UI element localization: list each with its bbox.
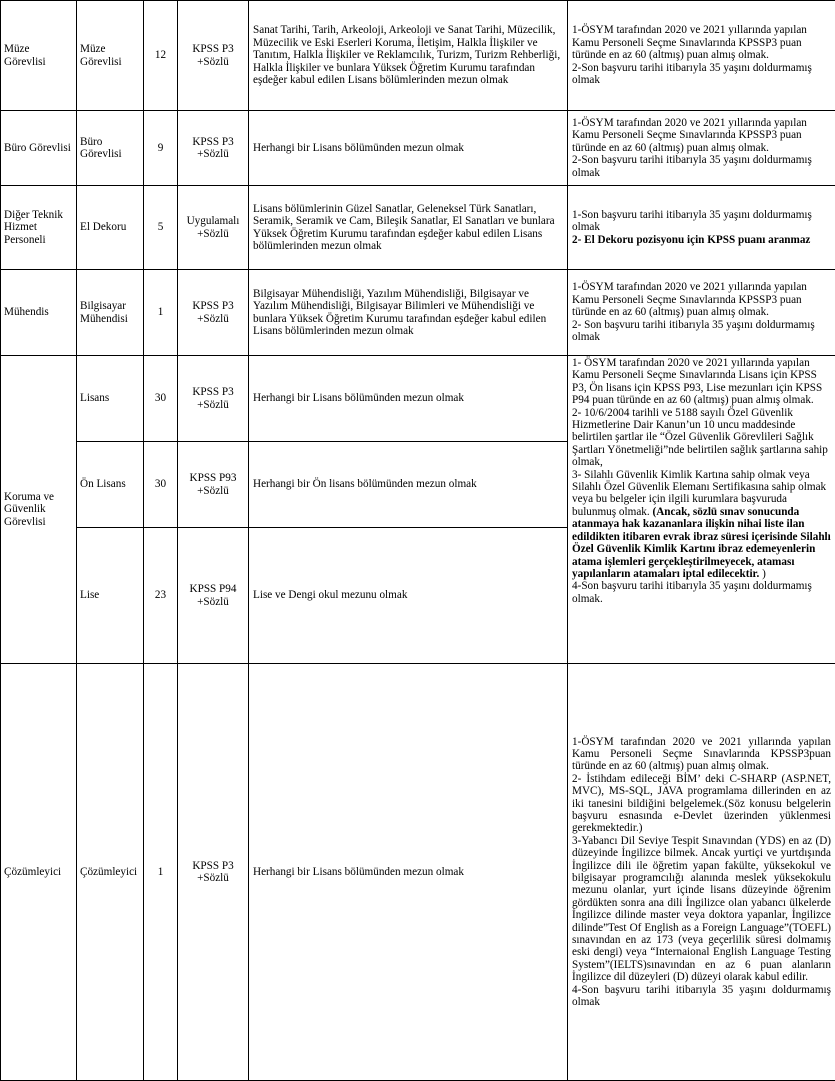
- count-cell: 30: [144, 442, 178, 528]
- exam-oral: +Sözlü: [181, 596, 245, 608]
- table-row: [1, 356, 835, 442]
- conditions-cell: [568, 270, 835, 356]
- exam-type: KPSS P3: [181, 300, 245, 312]
- condition-item: [572, 469, 831, 581]
- conditions-cell: [568, 356, 835, 664]
- table-row: [1, 664, 835, 1081]
- exam-oral: +Sözlü: [181, 148, 245, 160]
- table-row: [1, 111, 835, 186]
- title-cell: Büro Görevlisi: [1, 111, 77, 186]
- condition-item: 1-ÖSYM tarafından 2020 ve 2021 yıllarında yapılan Kamu Personeli Seçme Sınavlarında KPSSP3 puan türünde en az 60 (altmış) puan almış olmak.: [572, 117, 831, 154]
- count-cell: 23: [144, 528, 178, 664]
- exam-oral: +Sözlü: [181, 228, 245, 240]
- position-cell: Lisans: [77, 356, 144, 442]
- exam-type: KPSS P3: [181, 860, 245, 872]
- table-row: [1, 186, 835, 270]
- count-cell: 5: [144, 186, 178, 270]
- condition-item: 1-ÖSYM tarafından 2020 ve 2021 yıllarında yapılan Kamu Personeli Seçme Sınavlarında KPSSP3 puan türünde en az 60 (altmış) puan almış olmak.: [572, 24, 831, 61]
- condition-item: 2-Son başvuru tarihi itibarıyla 35 yaşını doldurmamış olmak: [572, 154, 831, 179]
- exam-cell: [178, 111, 249, 186]
- exam-cell: [178, 442, 249, 528]
- condition-item: 1-ÖSYM tarafından 2020 ve 2021 yıllarında yapılan Kamu Personeli Seçme Sınavlarında KPSSP3 puan türünde en az 60 (altmış) puan almış olmak.: [572, 281, 831, 318]
- condition-text: 3- Silahlı Güvenlik Kimlik Kartına sahip olmak veya Silahlı Özel Güvenlik Elemanı Sertifikasına sahip olmak veya bu belgeler için ilgili kurumlara başvuruda bulunmuş olmak.: [572, 469, 826, 518]
- position-cell: El Dekoru: [77, 186, 144, 270]
- exam-cell: [178, 1, 249, 111]
- position-cell: Lise: [77, 528, 144, 664]
- condition-item: 2- 10/6/2004 tarihli ve 5188 sayılı Özel Güvenlik Hizmetlerine Dair Kanun’un 10 uncu maddesinde belirtilen şartlar ile “Özel Güvenlik Görevlileri Sağlık Şartları Yönetmeliği”nde belirtilen sağlık şartlarına sahip olmak,: [572, 407, 831, 469]
- condition-item: 1-Son başvuru tarihi itibarıyla 35 yaşını doldurmamış olmak: [572, 209, 831, 234]
- exam-cell: [178, 664, 249, 1081]
- title-cell: Çözümleyici: [1, 664, 77, 1081]
- count-cell: 9: [144, 111, 178, 186]
- requirement-cell: Lise ve Dengi okul mezunu olmak: [249, 528, 568, 664]
- requirement-cell: Lisans bölümlerinin Güzel Sanatlar, Geleneksel Türk Sanatları, Seramik, Seramik ve Cam, Bileşik Sanatlar, El Sanatları ve bunlara Yüksek Öğretim Kurumu tarafından eşdeğer kabul edilen Lisans bölümlerinden mezun olmak: [249, 186, 568, 270]
- condition-item: 2-Son başvuru tarihi itibarıyla 35 yaşını doldurmamış olmak: [572, 62, 831, 87]
- condition-warning: (Ancak, sözlü sınav sonucunda atanmaya hak kazananlara ilişkin nihai liste ilan edildikten itibaren evrak ibraz süresi içerisinde Silahlı Özel Güvenlik Kimlik Kartını ibraz edemeyenlerin atama işlemleri gerçekleştirilmeyecek, ataması yapılanların atamaları iptal edilecektir.: [572, 506, 831, 580]
- count-cell: 12: [144, 1, 178, 111]
- title-cell: Diğer Teknik Hizmet Personeli: [1, 186, 77, 270]
- count-cell: 1: [144, 664, 178, 1081]
- conditions-cell: [568, 111, 835, 186]
- requirement-cell: Sanat Tarihi, Tarih, Arkeoloji, Arkeoloji ve Sanat Tarihi, Müzecilik, Müzecilik ve Eski Eserleri Koruma, İletişim, Halkla İlişkiler ve Tanıtım, Halkla İlişkiler ve Reklamcılık, Turizm, Turizm Rehberliği, Halkla İlişkiler ve bunlara Yüksek Öğretim Kurumu tarafından eşdeğer kabul edilen Lisans bölümlerinden mezun olmak: [249, 1, 568, 111]
- exam-type: KPSS P3: [181, 386, 245, 398]
- exam-cell: [178, 270, 249, 356]
- position-cell: Büro Görevlisi: [77, 111, 144, 186]
- conditions-cell: [568, 1, 835, 111]
- conditions-cell: [568, 664, 835, 1081]
- count-cell: 30: [144, 356, 178, 442]
- title-cell: Müze Görevlisi: [1, 1, 77, 111]
- position-cell: Ön Lisans: [77, 442, 144, 528]
- exam-oral: +Sözlü: [181, 56, 245, 68]
- exam-oral: +Sözlü: [181, 872, 245, 884]
- requirement-cell: Bilgisayar Mühendisliği, Yazılım Mühendisliği, Bilgisayar ve Yazılım Mühendisliği, Bilgisayar Bilimleri ve Mühendisliği ve bunlara Yüksek Öğretim Kurumu tarafından eşdeğer kabul edilen Lisans bölümlerinden mezun olmak: [249, 270, 568, 356]
- condition-item: 4-Son başvuru tarihi itibarıyla 35 yaşını doldurmamış olmak.: [572, 580, 831, 605]
- title-cell: Koruma ve Güvenlik Görevlisi: [1, 356, 77, 664]
- exam-type: KPSS P3: [181, 136, 245, 148]
- exam-cell: [178, 356, 249, 442]
- exam-oral: +Sözlü: [181, 399, 245, 411]
- requirement-cell: Herhangi bir Lisans bölümünden mezun olmak: [249, 111, 568, 186]
- condition-item: 3-Yabancı Dil Seviye Tespit Sınavından (YDS) en az (D) düzeyinde İngilizce bilmek. Ancak yurtiçi ve yurtdışında İngilizce dili ile öğretim yapan fakülte, yüksekokul ve bilgisayar programcılığı alanında meslek yüksekokulu mezunu olanlar, yurt içinde lisans düzeyinde öğrenim gördükten sonra ana dili İngilizce olan yabancı ülkelerde İngilizce dilinde master veya doktora yapanlar, İngilizce dilinde”Test Of English as a Foreign Language”(TOEFL) sınavından en az 173 (veya geçerlilik süresi dolmamış eski dengi) veya “Internaional English Language Testing System”(IELTS)sınavından en az 6 puan alanların İngilizce dil düzeyleri (D) düzeyi olarak kabul edilir.: [572, 835, 831, 984]
- exam-cell: [178, 528, 249, 664]
- exam-type: KPSS P93: [181, 472, 245, 484]
- condition-item-bold: 2- El Dekoru pozisyonu için KPSS puanı aranmaz: [572, 234, 831, 246]
- condition-item: 2- İstihdam edileceği BİM’ deki C-SHARP (ASP.NET, MVC), MS-SQL, JAVA programlama dillerinden en az iki tanesini bildiğini belgelemek.(Söz konusu belgelerin başvuru esnasında e-Devlet üzerinden yüklenmesi gerekmektedir.): [572, 773, 831, 835]
- position-cell: Çözümleyici: [77, 664, 144, 1081]
- position-cell: Bilgisayar Mühendisi: [77, 270, 144, 356]
- exam-oral: +Sözlü: [181, 313, 245, 325]
- condition-item: 4-Son başvuru tarihi itibarıyla 35 yaşını doldurmamış olmak: [572, 984, 831, 1009]
- requirement-cell: Herhangi bir Ön lisans bölümünden mezun olmak: [249, 442, 568, 528]
- exam-cell: [178, 186, 249, 270]
- condition-close: ): [762, 568, 766, 580]
- title-cell: Mühendis: [1, 270, 77, 356]
- table-row: [1, 1, 835, 111]
- count-cell: 1: [144, 270, 178, 356]
- exam-type: Uygulamalı: [181, 215, 245, 227]
- condition-item: 1-ÖSYM tarafından 2020 ve 2021 yıllarında yapılan Kamu Personeli Seçme Sınavlarında KPSSP3puan türünde en az 60 (altmış) puan almış olmak.: [572, 736, 831, 773]
- condition-item: 2- Son başvuru tarihi itibarıyla 35 yaşını doldurmamış olmak: [572, 319, 831, 344]
- requirement-cell: Herhangi bir Lisans bölümünden mezun olmak: [249, 664, 568, 1081]
- position-cell: Müze Görevlisi: [77, 1, 144, 111]
- exam-oral: +Sözlü: [181, 485, 245, 497]
- condition-item: 1- ÖSYM tarafından 2020 ve 2021 yıllarında yapılan Kamu Personeli Seçme Sınavlarında Lisans için KPSS P3, Ön lisans için KPSS P93, Lise mezunları için KPSS P94 puan türünde en az 60 (altmış) puan almış olmak.: [572, 357, 831, 407]
- exam-type: KPSS P94: [181, 583, 245, 595]
- conditions-cell: [568, 186, 835, 270]
- table-row: [1, 270, 835, 356]
- requirement-cell: Herhangi bir Lisans bölümünden mezun olmak: [249, 356, 568, 442]
- exam-type: KPSS P3: [181, 43, 245, 55]
